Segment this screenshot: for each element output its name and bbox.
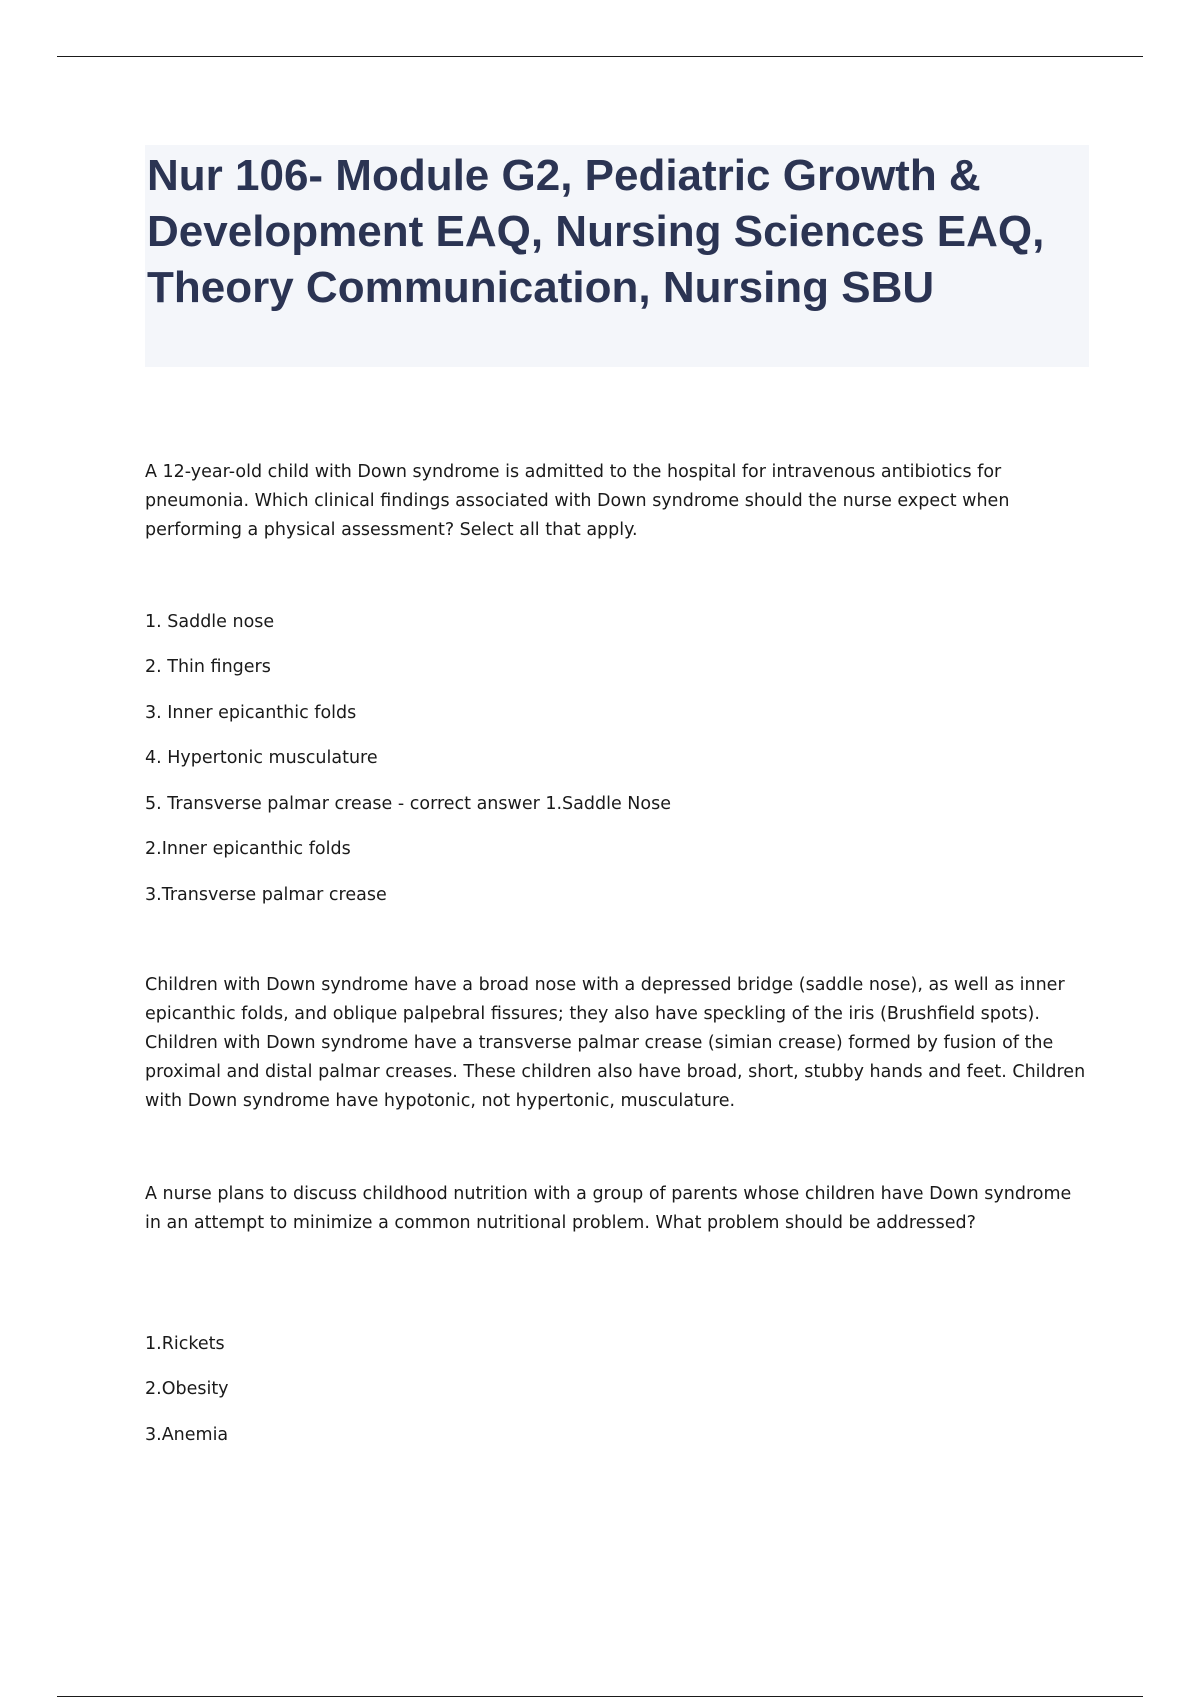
question-1-option: 1. Saddle nose: [145, 612, 275, 632]
question-1-option: 4. Hypertonic musculature: [145, 748, 378, 768]
question-2-prompt: A nurse plans to discuss childhood nutrition with a group of parents whose children have Down syndrome in an attempt to minimize a common nutritional problem. What problem should be addressed?: [145, 1184, 1072, 1233]
question-2-option: 3.Anemia: [145, 1425, 229, 1445]
bottom-rule: [57, 1696, 1143, 1697]
question-1-prompt: A 12-year-old child with Down syndrome is admitted to the hospital for intravenous antibiotics for pneumonia. Which clinical findings associated with Down syndrome should the nurse expect when performing a physical assessment? Select all that apply.: [145, 462, 1010, 540]
question-2-option: 1.Rickets: [145, 1334, 225, 1354]
question-1-rationale: Children with Down syndrome have a broad nose with a depressed bridge (saddle nose), as well as inner epicanthic folds, and oblique palpebral fissures; they also have speckling of the iris (Brushfield spots). Children with Down syndrome have a transverse palmar crease (simian crease) formed by fusion of the proximal and distal palmar creases. These children also have broad, short, stubby hands and feet. Children with Down syndrome have hypotonic, not hypertonic, musculature.: [145, 975, 1086, 1111]
document-title: Nur 106- Module G2, Pediatric Growth & Development EAQ, Nursing Sciences EAQ, Theory Communication, Nursing SBU: [147, 151, 1045, 312]
title-banner: [145, 145, 1089, 367]
question-2-option: 2.Obesity: [145, 1379, 229, 1399]
question-1-option: 3. Inner epicanthic folds: [145, 703, 357, 723]
question-1-answer-line: 2.Inner epicanthic folds: [145, 839, 351, 859]
question-1-answer-line: 3.Transverse palmar crease: [145, 885, 387, 905]
top-rule: [57, 56, 1143, 57]
question-1-option-with-answer: 5. Transverse palmar crease - correct answer 1.Saddle Nose: [145, 794, 671, 814]
question-1-option: 2. Thin fingers: [145, 657, 271, 677]
